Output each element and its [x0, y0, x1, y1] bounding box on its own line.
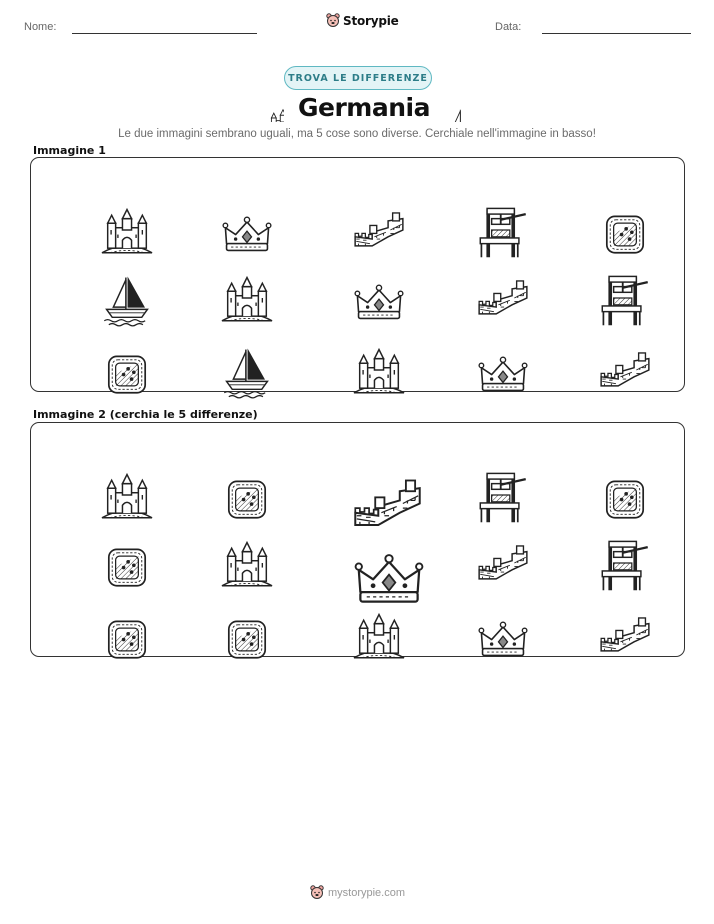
crown-icon — [453, 585, 503, 635]
grid-cell[interactable] — [448, 511, 508, 565]
crown-icon — [329, 248, 379, 298]
title-castle-icon — [252, 92, 284, 122]
image-panel-2[interactable] — [30, 422, 685, 657]
castle-icon — [197, 513, 247, 563]
castle-icon — [329, 320, 379, 370]
name-label: Nome: — [24, 21, 57, 33]
printing-press-icon — [453, 180, 503, 230]
logo — [326, 13, 399, 29]
cookie-icon — [77, 320, 127, 370]
grid-cell — [72, 246, 132, 300]
castle-icon — [77, 180, 127, 230]
great-wall-icon — [575, 320, 625, 370]
cookie-icon — [197, 585, 247, 635]
grid-cell[interactable] — [192, 443, 252, 497]
grid-cell[interactable] — [570, 443, 630, 497]
grid-cell[interactable] — [72, 583, 132, 637]
cookie-icon — [77, 585, 127, 635]
cookie-icon — [77, 513, 127, 563]
crown-icon — [453, 320, 503, 370]
panel1-title: Immagine 1 — [33, 144, 106, 157]
date-field[interactable] — [542, 33, 691, 34]
bear-icon — [310, 885, 324, 901]
cookie-icon — [575, 180, 625, 230]
cookie-icon — [197, 445, 247, 495]
grid-cell[interactable] — [448, 583, 508, 637]
grid-cell — [72, 178, 132, 232]
grid-cell[interactable] — [314, 434, 395, 507]
page-title: Germania — [298, 93, 430, 122]
great-wall-icon — [320, 436, 388, 504]
printing-press-icon — [575, 513, 625, 563]
great-wall-icon — [575, 585, 625, 635]
grid-cell — [448, 246, 508, 300]
grid-cell — [570, 318, 630, 372]
grid-cell — [570, 246, 630, 300]
grid-cell — [192, 246, 252, 300]
castle-icon — [197, 248, 247, 298]
cookie-icon — [575, 445, 625, 495]
name-field[interactable] — [72, 33, 257, 34]
footer — [310, 885, 405, 901]
title-sailboat-icon — [431, 92, 461, 122]
castle-icon — [329, 585, 379, 635]
grid-cell[interactable] — [72, 443, 132, 497]
grid-cell — [192, 318, 252, 372]
grid-cell[interactable] — [324, 583, 384, 637]
grid-cell — [324, 318, 384, 372]
grid-cell — [324, 246, 384, 300]
grid-cell[interactable] — [570, 583, 630, 637]
grid-cell[interactable] — [192, 583, 252, 637]
grid-cell[interactable] — [72, 511, 132, 565]
image-panel-1 — [30, 157, 685, 392]
printing-press-icon — [453, 445, 503, 495]
great-wall-icon — [453, 248, 503, 298]
grid-cell — [448, 318, 508, 372]
logo-text: Storypie — [343, 14, 399, 28]
grid-cell[interactable] — [570, 511, 630, 565]
bear-icon — [326, 13, 340, 29]
date-label: Data: — [495, 21, 522, 33]
grid-cell — [192, 178, 252, 232]
crown-icon — [319, 503, 389, 573]
grid-cell[interactable] — [192, 511, 252, 565]
sailboat-icon — [77, 248, 127, 298]
printing-press-icon — [575, 248, 625, 298]
castle-icon — [77, 445, 127, 495]
grid-cell — [72, 318, 132, 372]
grid-cell — [324, 178, 384, 232]
great-wall-icon — [329, 180, 379, 230]
instructions: Le due immagini sembrano uguali, ma 5 cose sono diverse. Cerchiale nell'immagine in basso! — [118, 128, 596, 140]
crown-icon — [197, 180, 247, 230]
sailboat-icon — [197, 320, 247, 370]
grid-cell[interactable] — [448, 443, 508, 497]
activity-badge: TROVA LE DIFFERENZE — [284, 66, 432, 90]
grid-cell — [448, 178, 508, 232]
grid-cell — [570, 178, 630, 232]
great-wall-icon — [453, 513, 503, 563]
footer-link[interactable]: mystorypie.com — [328, 887, 406, 899]
grid-cell[interactable] — [312, 500, 396, 576]
panel2-title: Immagine 2 (cerchia le 5 differenze) — [33, 408, 258, 421]
